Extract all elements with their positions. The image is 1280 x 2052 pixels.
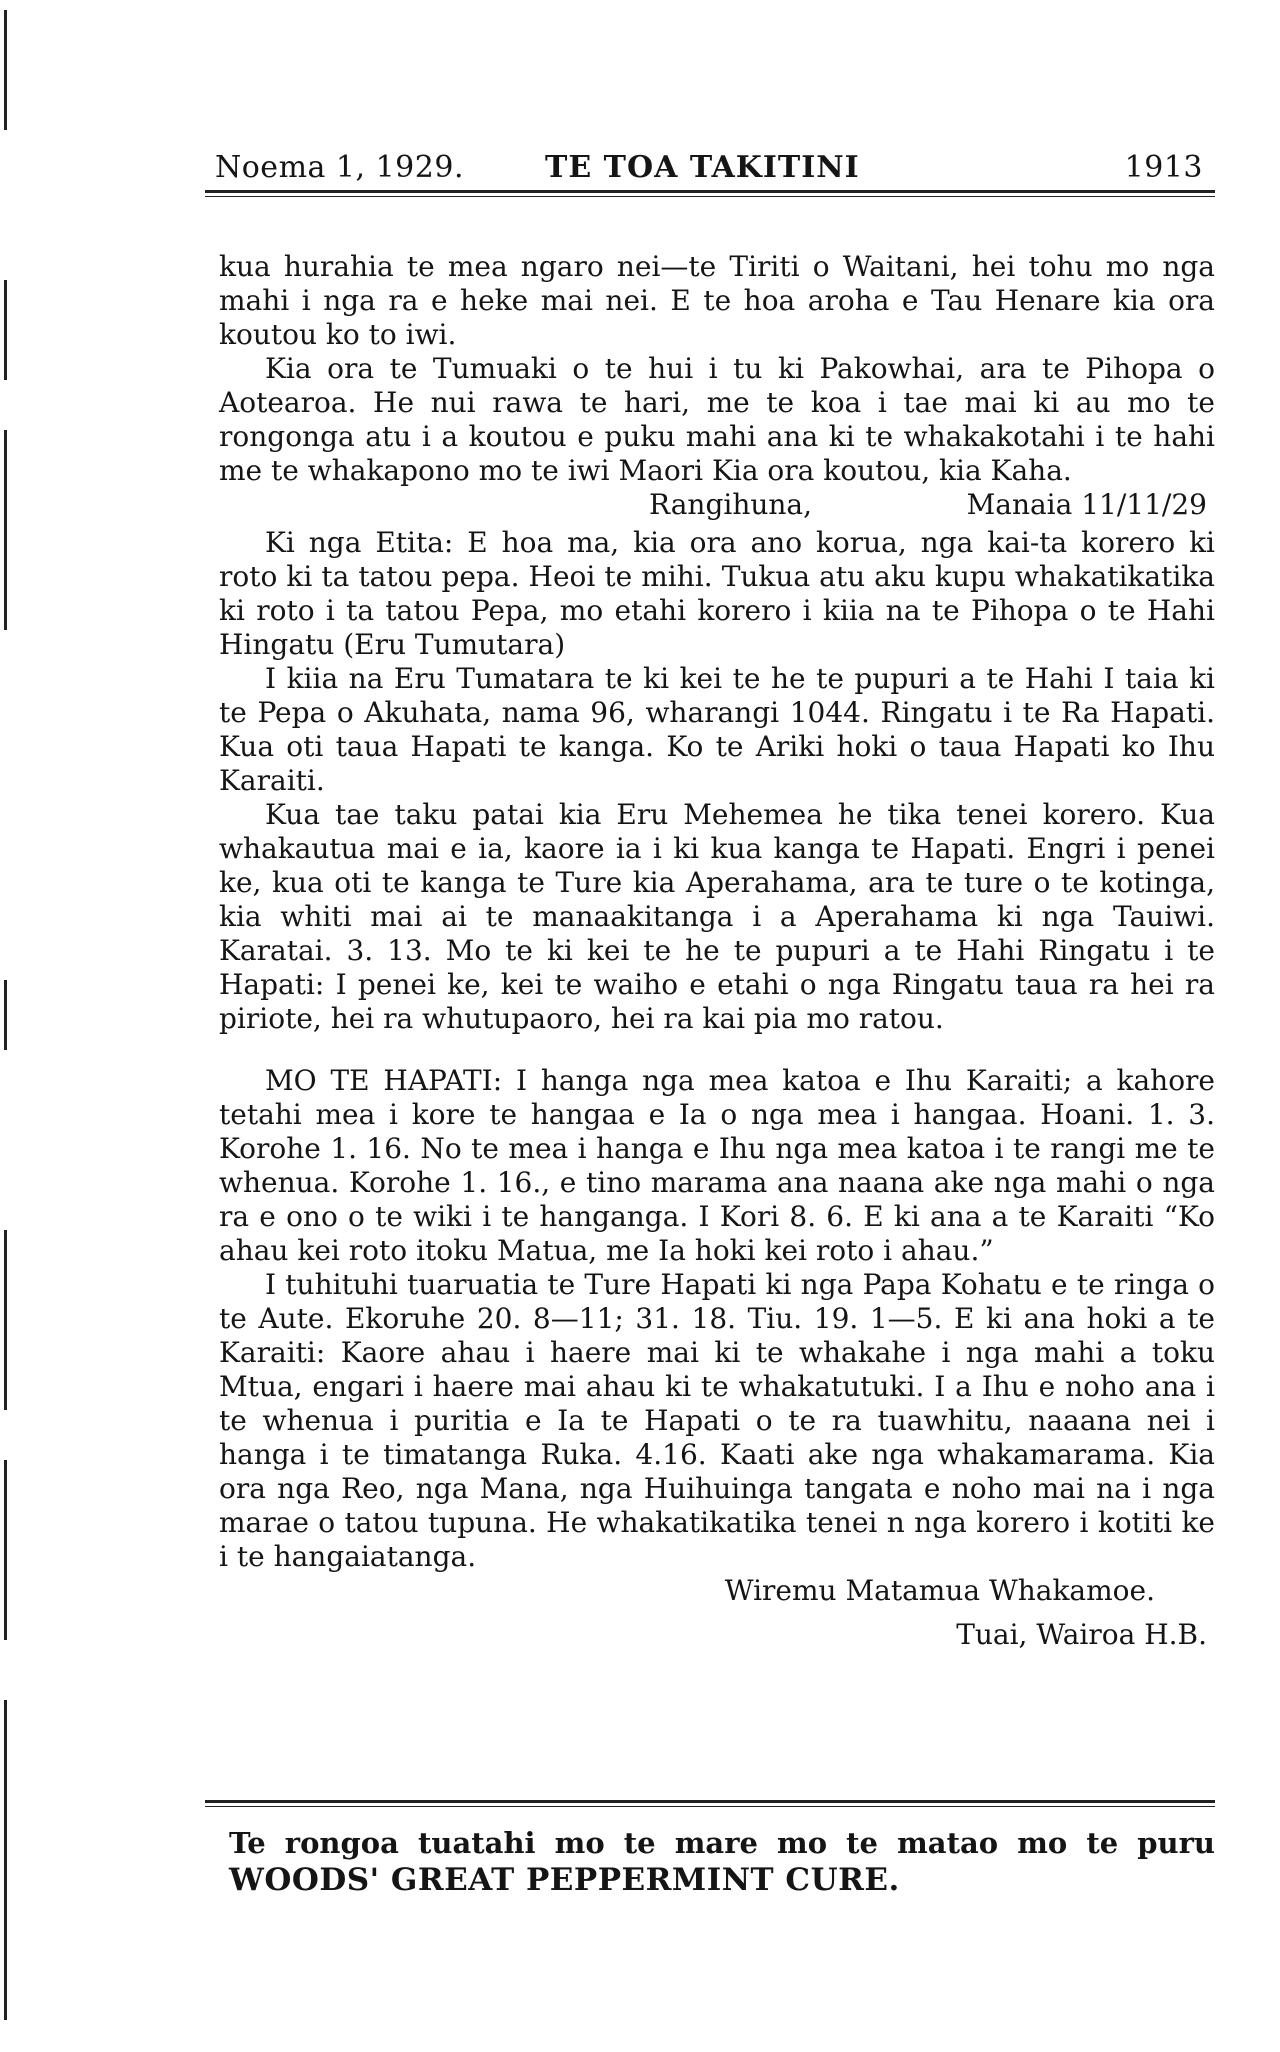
signature-place: Tuai, Wairoa H.B.	[956, 1618, 1207, 1651]
advert-rule	[205, 1800, 1215, 1803]
paragraph: I tuhituhi tuaruatia te Ture Hapati ki nga Papa Kohatu e te ringa o te Aute. Ekoruhe 20. 8—11; 31. 18. Tiu. 19. 1—5. E ki ana hoki a te Karaiti: Kaore ahau i haere mai ki te whakahe i nga mahi a toku Mtua, engari i haere mai ahau ki te whakatutuki. I a Ihu e noho ana i te whenua i puritia e Ia te Hapati o te ra tuawhitu, naaana nei i hanga i te timatanga Ruka. 4.16. Kaati ake nga whakamarama. Kia ora nga Reo, nga Mana, nga Huihuinga tangata e noho mai na i nga marae o tatou tupuna. He whakatikatika tenei n nga korero i kotiti ke i te hangaiatanga.	[219, 1268, 1215, 1573]
publication-title: TE TOA TAKITINI	[545, 150, 860, 185]
paragraph: MO TE HAPATI: I hanga nga mea katoa e Ihu Karaiti; a kahore tetahi mea i kore te hangaa e Ia o nga mea i hangaa. Hoani. 1. 3. Korohe 1. 16. No te mea i hanga e Ihu nga mea katoa i te rangi me te whenua. Korohe 1. 16., e tino marama ana naana ake nga mahi o nga ra e ono o te wiki i te hanganga. I Kori 8. 6. E ki ana a te Karaiti “Ko ahau kei roto itoku Matua, me Ia hoki kei roto i ahau.”	[219, 1064, 1215, 1267]
header-rule	[205, 190, 1215, 193]
paragraph: Ki nga Etita: E hoa ma, kia ora ano korua, nga kai-ta korero ki roto ki ta tatou pepa. Heoi te mihi. Tukua atu aku kupu whakatikatika ki roto i ta tatou Pepa, mo etahi korero i kiia na te Pihopa o te Hahi Hingatu (Eru Tumutara)	[219, 526, 1215, 661]
advertisement	[229, 1826, 1215, 1898]
letter-one	[219, 250, 1215, 522]
advert-rule-thin	[205, 1806, 1215, 1807]
issue-date: Noema 1, 1929.	[215, 150, 464, 185]
article-body	[219, 250, 1215, 1652]
page-number: 1913	[1124, 150, 1203, 185]
advert-product: WOODS' GREAT PEPPERMINT CURE.	[229, 1862, 900, 1898]
page-header	[205, 140, 1215, 186]
paragraph: kua hurahia te mea ngaro nei—te Tiriti o Waitani, hei tohu mo nga mahi i nga ra e heke mai nei. E te hoa aroha e Tau Henare kia ora koutou ko to iwi.	[219, 250, 1215, 351]
signature-name: Manaia 11/11/29	[966, 488, 1207, 521]
signature-name: Wiremu Matamua Whakamoe.	[724, 1574, 1155, 1607]
letter-two	[219, 526, 1215, 1652]
advert-tagline: Te rongoa tuatahi mo te mare mo te matao mo te puru	[229, 1826, 1215, 1860]
paragraph: Kia ora te Tumuaki o te hui i tu ki Pakowhai, ara te Pihopa o Aotearoa. He nui rawa te hari, me te koa i tae mai ki au mo te rongonga atu i a koutou e puku mahi ana ki te whakakotahi i te hahi me te whakapono mo te iwi Maori Kia ora koutou, kia Kaha.	[219, 352, 1215, 487]
paragraph: Kua tae taku patai kia Eru Mehemea he tika tenei korero. Kua whakautua mai e ia, kaore ia i ki kua kanga te Hapati. Engri i penei ke, kua oti te kanga te Ture kia Aperahama, ara te ture o te kotinga, kia whiti mai ai te manaakitanga i a Aperahama ki nga Tauiwi. Karatai. 3. 13. Mo te ki kei te he te pupuri a te Hahi Ringatu i te Hapati: I penei ke, kei te waiho e etahi o nga Ringatu taua ra hei ra piriote, hei ra whutupaoro, hei ra kai pia mo ratou.	[219, 798, 1215, 1035]
header-rule-thin	[205, 196, 1215, 197]
signature-place: Rangihuna,	[649, 488, 813, 521]
letter-one-signature	[219, 488, 1215, 522]
paragraph: I kiia na Eru Tumatara te ki kei te he te pupuri a te Hahi I taia ki te Pepa o Akuhata, nama 96, wharangi 1044. Ringatu i te Ra Hapati. Kua oti taua Hapati te kanga. Ko te Ariki hoki o taua Hapati ko Ihu Karaiti.	[219, 662, 1215, 797]
scan-margin-marks	[0, 0, 24, 2052]
